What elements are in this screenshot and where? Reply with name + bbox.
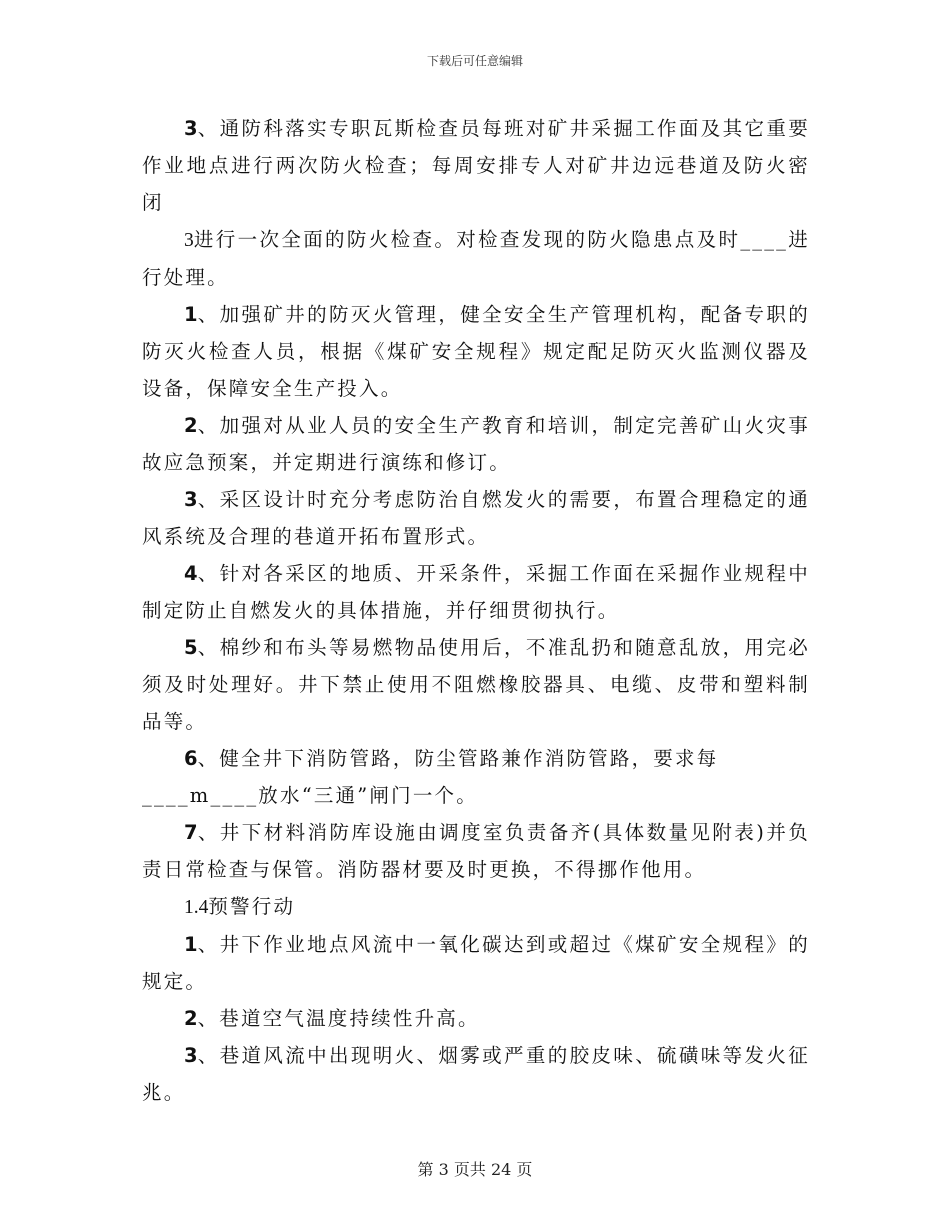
- paragraph-text: 、井下作业地点风流中一氧化碳达到或超过《煤矿安全规程》的规定。: [142, 933, 810, 993]
- paragraph-text: 、采区设计时充分考虑防治自燃发火的需要，布置合理稳定的通风系统及合理的巷道开拓布置形式。: [142, 488, 810, 548]
- paragraph-text: 、加强矿井的防灭火管理，健全安全生产管理机构，配备专职的防灭火检查人员，根据《煤矿安全规程》规定配足防灭火监测仪器及设备，保障安全生产投入。: [142, 303, 810, 400]
- paragraph-text: 进行一次全面的防火检查。对检查发现的防火隐患点及时____进行处理。: [142, 228, 810, 289]
- paragraph-text: 、加强对从业人员的安全生产教育和培训，制定完善矿山火灾事故应急预案，并定期进行演练和修订。: [142, 414, 810, 474]
- paragraph: [142, 296, 810, 407]
- section-title: 预警行动: [208, 895, 296, 918]
- document-body: [142, 110, 810, 1111]
- item-number: 1: [184, 933, 198, 956]
- paragraph-text: 、井下材料消防库设施由调度室负责备齐(具体数量见附表)并负责日常检查与保管。消防器材要及时更换，不得挪作他用。: [142, 821, 810, 881]
- paragraph: [142, 481, 810, 555]
- paragraph-text: 、健全井下消防管路，防尘管路兼作消防管路，要求每: [197, 747, 719, 770]
- item-number: 3: [184, 230, 194, 251]
- page-footer: 第 3 页共 24 页: [417, 1160, 533, 1179]
- item-number: 4: [184, 562, 198, 585]
- paragraph-text: ____m____放水“三通”闸门一个。: [142, 784, 478, 807]
- item-number: 3: [184, 117, 198, 140]
- item-number: 6: [184, 747, 198, 770]
- paragraph: [142, 1000, 810, 1037]
- paragraph: [142, 814, 810, 888]
- paragraph: [142, 555, 810, 629]
- section-number: 1.4: [184, 897, 209, 918]
- paragraph: [142, 221, 810, 296]
- section-heading: [142, 888, 810, 926]
- paragraph-text: 、棉纱和布头等易燃物品使用后，不准乱扔和随意乱放，用完必须及时处理好。井下禁止使用不阻燃橡胶器具、电缆、皮带和塑料制品等。: [142, 636, 810, 733]
- paragraph-text: 、针对各采区的地质、开采条件，采掘工作面在采掘作业规程中制定防止自燃发火的具体措施，并仔细贯彻执行。: [142, 562, 810, 622]
- item-number: 3: [184, 488, 198, 511]
- paragraph: [142, 110, 810, 221]
- paragraph: [142, 629, 810, 740]
- item-number: 3: [184, 1044, 198, 1067]
- paragraph-text: 、巷道空气温度持续性升高。: [197, 1007, 480, 1030]
- paragraph: [142, 740, 810, 777]
- item-number: 5: [184, 636, 198, 659]
- paragraph: [142, 407, 810, 481]
- paragraph: [142, 1037, 810, 1111]
- item-number: 1: [184, 303, 198, 326]
- page-header: 下载后可任意编辑: [426, 54, 523, 68]
- item-number: 2: [184, 1007, 198, 1030]
- paragraph-text: 、巷道风流中出现明火、烟雾或严重的胶皮味、硫磺味等发火征兆。: [142, 1044, 810, 1104]
- item-number: 7: [184, 821, 198, 844]
- item-number: 2: [184, 414, 198, 437]
- paragraph: [142, 926, 810, 1000]
- paragraph-continuation: [142, 777, 810, 814]
- paragraph-text: 、通防科落实专职瓦斯检查员每班对矿井采掘工作面及其它重要作业地点进行两次防火检查；每周安排专人对矿井边远巷道及防火密闭: [142, 117, 810, 214]
